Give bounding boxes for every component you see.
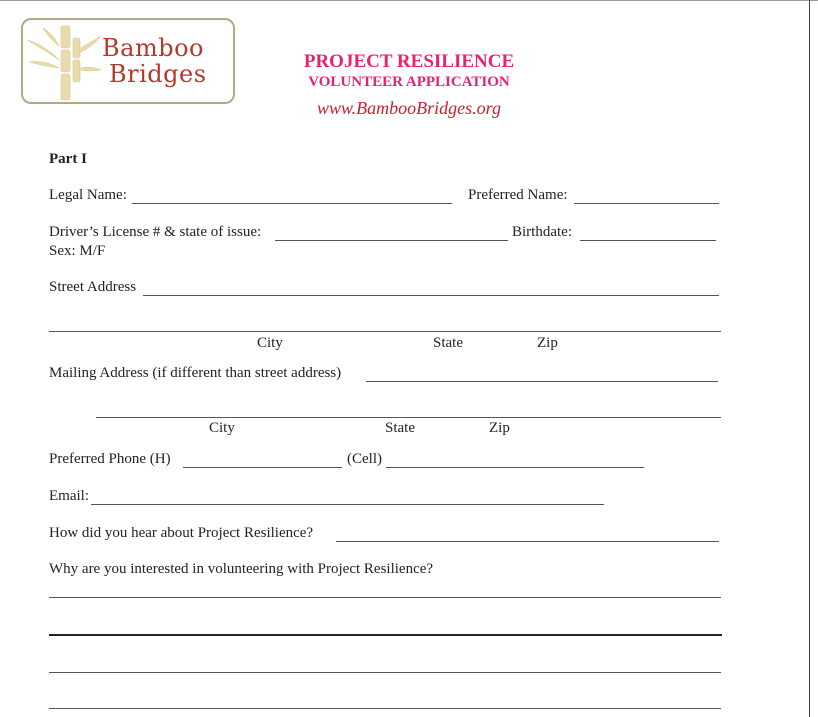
preferred-name-label: Preferred Name: <box>468 187 568 203</box>
mailing-zip-label: Zip <box>489 420 510 436</box>
page-edge-right <box>809 0 810 717</box>
drivers-license-label: Driver’s License # & state of issue: <box>49 224 262 240</box>
email-label: Email: <box>49 488 89 504</box>
page-edge-top <box>0 0 818 1</box>
why-interested-line1[interactable] <box>49 597 721 598</box>
mailing-city-label: City <box>209 420 235 436</box>
street-address-field[interactable] <box>143 295 719 296</box>
hear-about-field[interactable] <box>336 541 719 542</box>
cell-phone-field[interactable] <box>386 467 644 468</box>
mailing-address-label: Mailing Address (if different than street address) <box>49 365 342 381</box>
email-field[interactable] <box>91 504 604 505</box>
mailing-state-label: State <box>385 420 415 436</box>
logo <box>21 18 235 104</box>
section-heading: Part I <box>49 151 87 167</box>
street-zip-label: Zip <box>537 335 558 351</box>
logo-text-line2: Bridges <box>109 60 207 88</box>
street-address-line2-field[interactable] <box>49 331 721 332</box>
hear-about-label: How did you hear about Project Resilience? <box>49 525 314 541</box>
why-interested-label: Why are you interested in volunteering with Project Resilience? <box>49 561 434 577</box>
street-address-label: Street Address <box>49 279 137 295</box>
preferred-name-field[interactable] <box>574 203 719 204</box>
website-url[interactable]: www.BambooBridges.org <box>316 98 501 118</box>
page-title: PROJECT RESILIENCE <box>303 51 515 72</box>
legal-name-label: Legal Name: <box>49 187 127 203</box>
drivers-license-field[interactable] <box>275 240 508 241</box>
why-interested-line3[interactable] <box>49 672 721 673</box>
sex-label[interactable]: Sex: M/F <box>49 243 106 259</box>
mailing-address-field[interactable] <box>366 381 718 382</box>
street-city-label: City <box>257 335 283 351</box>
preferred-phone-label: Preferred Phone (H) <box>49 451 171 467</box>
street-state-label: State <box>433 335 463 351</box>
mailing-address-line2-field[interactable] <box>96 417 721 418</box>
birthdate-field[interactable] <box>580 240 716 241</box>
cell-phone-label: (Cell) <box>347 451 382 467</box>
home-phone-field[interactable] <box>183 467 342 468</box>
logo-text-line1: Bamboo <box>102 34 204 62</box>
legal-name-field[interactable] <box>132 203 452 204</box>
why-interested-line2[interactable] <box>49 634 722 636</box>
bamboo-icon <box>23 20 103 104</box>
page-subtitle: VOLUNTEER APPLICATION <box>308 74 510 90</box>
why-interested-line4[interactable] <box>49 708 721 709</box>
birthdate-label: Birthdate: <box>512 224 572 240</box>
